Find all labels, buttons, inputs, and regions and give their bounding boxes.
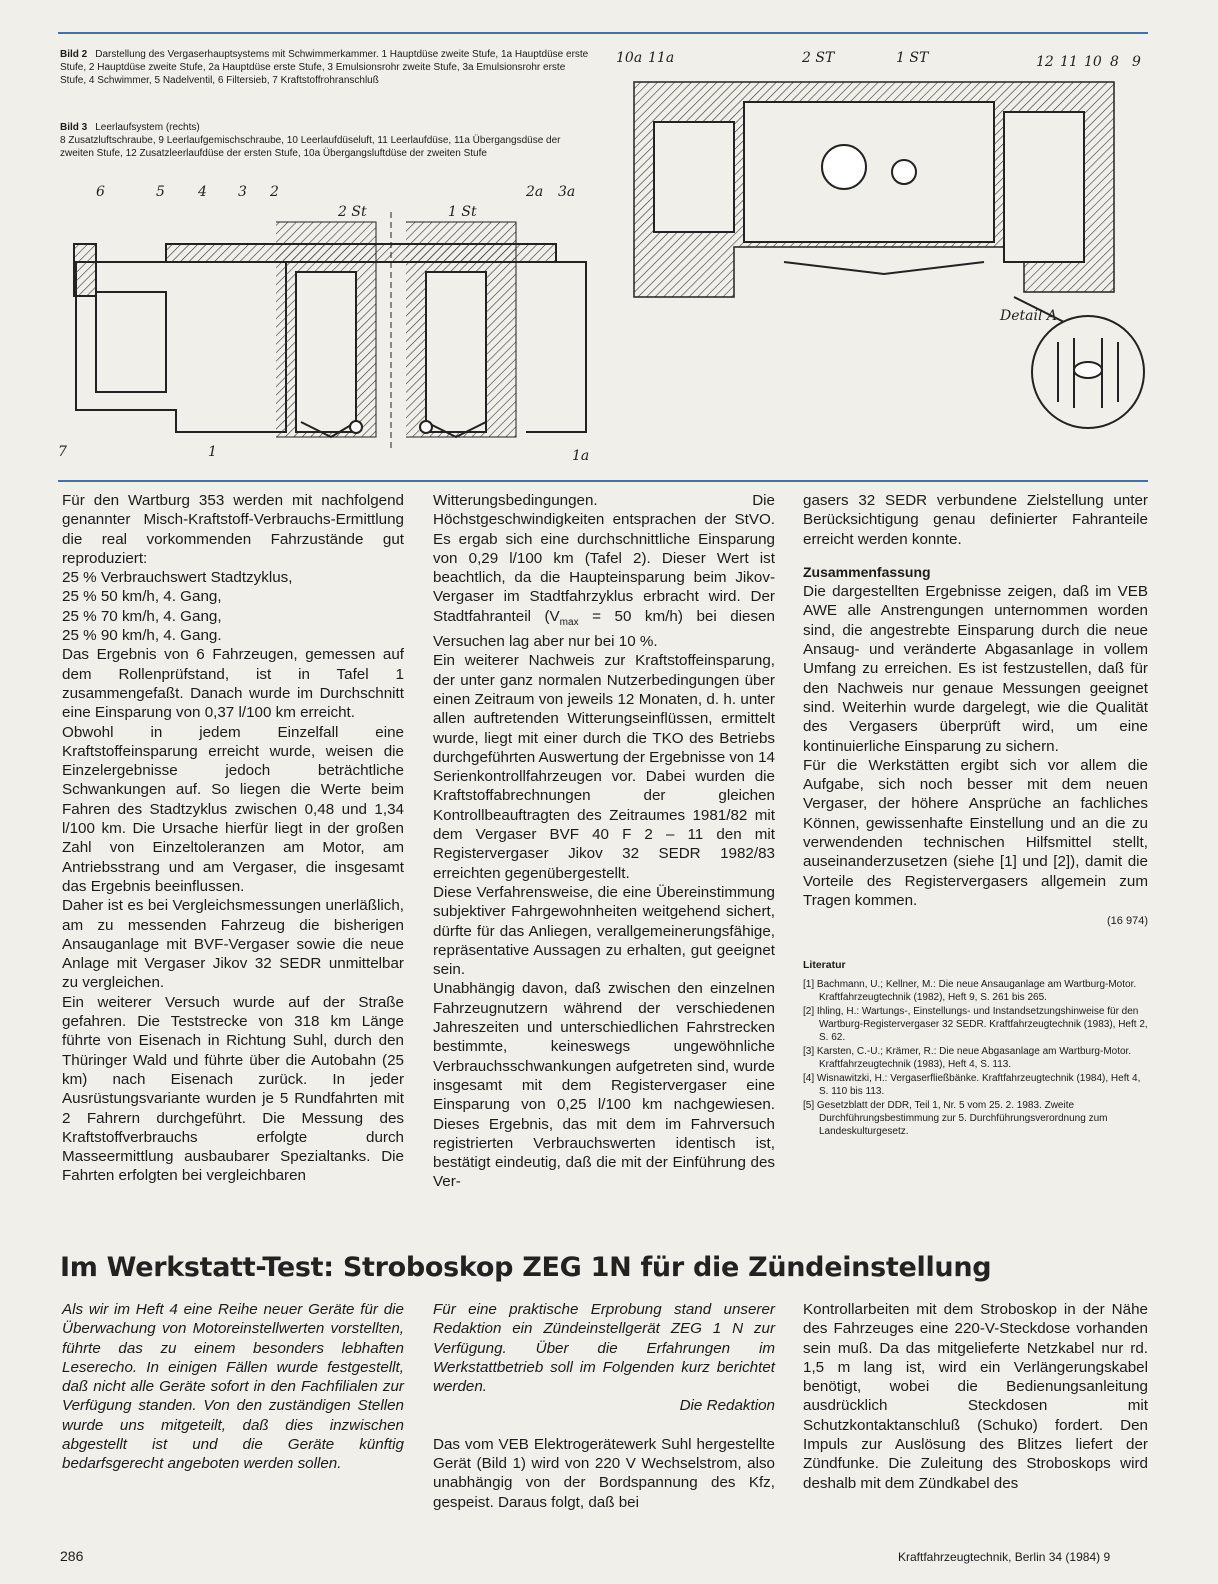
fig3-label: 11a	[648, 50, 675, 66]
literature-heading: Literatur	[803, 958, 846, 971]
fig3-label: 9	[1132, 54, 1141, 70]
paragraph	[433, 491, 775, 651]
fig2-label: 3	[238, 184, 247, 200]
caption-legend: 8 Zusatzluftschraube, 9 Leerlaufgemischschraube, 10 Leerlaufdüseluft, 11 Leerlaufdüse, 11a Übergangsdüse der zweiten Stufe, 12 Zusatzleerlaufdüse der ersten Stufe, 10a Übergangsluftdüse der zweiten Stufe	[60, 135, 561, 160]
paragraph: Unabhängig davon, daß zwischen den einzelnen Fahrzeugnutzern während der verschiedenen Jahreszeiten und unterschiedlichen Fahrstrecken bestimmte, keineswegs ungewöhnliche Verbrauchsschwankungen aufgetreten sind, wurde insgesamt mit dem Registervergaser eine Einsparung von 0,25 l/100 km nachgewiesen. Dieses Ergebnis, das mit dem im Fahrversuch registrierten Verbrauchswerten identisch ist, bestätigt eindeutig, daß die mit der Einführung des Ver-	[433, 980, 775, 1191]
figure-idle-system	[604, 42, 1152, 460]
fig3-label: 10	[1084, 54, 1102, 70]
fig3-label: 10a	[616, 50, 643, 66]
intro-column-2	[433, 1300, 775, 1512]
top-rule	[58, 32, 1148, 34]
signature-line	[433, 1396, 775, 1415]
paragraph: gasers 32 SEDR verbundene Zielstellung unter Berücksichtigung genau definierter Fahranteile erreicht werden konnte.	[803, 492, 1148, 548]
fig2-label: 2 St	[338, 204, 367, 220]
paragraph: Für die Werkstätten ergibt sich vor allem die Aufgabe, sich noch besser mit dem neuen Vergaser, der höhere Ansprüche an fachliches Können, gewissenhafte Einstellung und an die zu verwendenden technischen Hilfsmittel stellt, auseinanderzusetzen (siehe [1] und [2]), damit die Vorteile des Registervergasers allgemein zum Tragen kommen.	[803, 756, 1148, 909]
fig2-label: 2	[270, 184, 279, 200]
paragraph: Für den Wartburg 353 werden mit nachfolgend genannter Misch-Kraftstoff-Verbrauchs-Ermittlung die real vorkommenden Fahrzustände gut reproduziert:	[62, 492, 404, 567]
article-column-3b	[803, 1300, 1148, 1493]
subscript: max	[559, 616, 579, 628]
reference-item: [4] Wisnawitzki, H.: Vergaserfließbänke. Kraftfahrzeugtechnik (1984), Heft 4, S. 110 bis 113.	[803, 1072, 1141, 1097]
list-line: 25 % 90 km/h, 4. Gang.	[62, 627, 222, 645]
fig2-label: 3a	[558, 184, 576, 200]
fig2-label: 1 St	[448, 204, 477, 220]
article-column-2	[433, 491, 775, 1192]
summary-heading: Zusammenfassung	[803, 563, 931, 580]
page-number: 286	[60, 1548, 84, 1564]
literature-list	[803, 978, 1148, 1138]
text-run: = 50 km/h) bei diesen Versuchen lag aber nur bei 10 %.	[433, 607, 775, 651]
reference-item: [2] Ihling, H.: Wartungs-, Einstellungs- und Instandsetzungshinweise für den Wartburg-Registervergaser 32 SEDR. Kraftfahrzeugtechnik (1983), Heft 2, S. 62.	[803, 1005, 1148, 1043]
intro-paragraph: Als wir im Heft 4 eine Reihe neuer Geräte für die Überwachung von Motoreinstellwerten vorstellten, führte das zu einem besonders lebhaften Leserecho. In einigen Fällen wurde festgestellt, daß nicht alle Geräte sofort in den Fachfilialen zur Verfügung standen. Von den zuständigen Stellen wurde uns mitgeteilt, daß dies inzwischen abgestellt ist und die Geräte künftig bedarfsgerecht angeboten werden sollen.	[62, 1301, 404, 1473]
caption-bild-2	[60, 48, 590, 88]
section-rule	[58, 480, 1148, 482]
fig2-label: 1a	[572, 448, 590, 462]
signature: Die Redaktion	[679, 1397, 775, 1415]
paragraph: Obwohl in jedem Einzelfall eine Kraftstoffeinsparung erreicht wurde, weisen die Einzelergebnisse jedoch beträchtliche Schwankungen auf. So liegen die Werte beim Fahren des Stadtzyklus zwischen 0,48 und 1,34 l/100 km. Die Ursache hierfür liegt in der großen Zahl von Einzeltoleranzen am Motor, am Antriebsstrang und am Vergaser, die insgesamt das Ergebnis beeinflussen.	[62, 723, 404, 895]
fig2-label: 4	[198, 184, 207, 200]
paragraph: Ein weiterer Versuch wurde auf der Straße gefahren. Die Teststrecke von 318 km Länge führte von Eisenach in Richtung Suhl, durch den Thüringer Wald und führte über die Autobahn (25 km) nach Eisenach zurück. In jeder Ausrüstungsvariante wurden je 5 Rundfahrten mit 2 Fahrern durchgeführt. Die Messung des Kraftstoffverbrauchs erfolgte durch Masseermittlung ausbaubarer Spezialtanks. Die Fahrten erfolgten bei vergleichbaren	[62, 993, 404, 1185]
fig2-label: 5	[156, 184, 165, 200]
text-run: Witterungsbedingungen. Die Höchstgeschwindigkeiten entsprachen der StVO. Es ergab sich eine durchschnittliche Einsparung von 0,29 l/100 km (Tafel 2). Dieser Wert ist beachtlich, da die Haupteinsparung beim Jikov-Vergaser im Stadtfahrzyklus erbracht wird. Der Stadtfahranteil (V	[433, 492, 775, 625]
fig3-label: Detail A	[1000, 308, 1057, 324]
article-number: (16 974)	[1107, 915, 1148, 928]
paragraph: Kontrollarbeiten mit dem Stroboskop in der Nähe des Fahrzeuges eine 220-V-Steckdose vorhanden sein muß. Da das mitgelieferte Netzkabel nur rd. 1,5 m lang ist, wird ein Verlängerungskabel benötigt, wobei die Bedienungsanleitung ausdrücklich Steckdosen mit Schutzkontaktanschluß (Schuko) fordert. Den Impuls zur Auslösung des Blitzes liefert der Zündfunke. Die Zuleitung des Stroboskops wird deshalb mit dem Zündkabel des	[803, 1301, 1148, 1492]
fig2-label: 7	[58, 444, 67, 460]
figure-carburetor-main-system	[56, 182, 596, 462]
caption-bild-3	[60, 121, 590, 161]
reference-item: [1] Bachmann, U.; Kellner, M.: Die neue Ansauganlage am Wartburg-Motor. Kraftfahrzeugtechnik (1982), Heft 9, S. 261 bis 265.	[803, 978, 1137, 1003]
article-title: Im Werkstatt-Test: Stroboskop ZEG 1N für die Zündeinstellung	[60, 1252, 992, 1283]
fig2-label: 1	[208, 444, 217, 460]
reference-item: [3] Karsten, C.-U.; Krämer, R.: Die neue Abgasanlage am Wartburg-Motor. Kraftfahrzeugtechnik (1983), Heft 4, S. 113.	[803, 1045, 1132, 1070]
list-line: 25 % Verbrauchswert Stadtzyklus,	[62, 569, 293, 587]
fig3-label: 8	[1110, 54, 1119, 70]
intro-column-1	[62, 1300, 404, 1474]
article-column-3	[803, 491, 1148, 1139]
caption-label: Bild 2	[60, 49, 88, 60]
fig3-label: 2 ST	[802, 50, 835, 66]
fig3-label: 11	[1060, 54, 1078, 70]
paragraph: Diese Verfahrensweise, die eine Übereinstimmung subjektiver Fahrgewohnheiten weitgehend sichert, dürfte für das Anliegen, verallgemeinerungsfähige, repräsentative Aussagen zu erhalten, gut geeignet sein.	[433, 883, 775, 979]
fig3-label: 12	[1036, 54, 1054, 70]
paragraph: Die dargestellten Ergebnisse zeigen, daß im VEB AWE alle Anstrengungen unternommen worden sind, die angestrebte Einsparung durch die neue Ansaug- und veränderte Abgasanlage in vollem Umfang zu erreichen. Es ist festzustellen, daß für den Nachweis nur genaue Messungen geeignet sind. Weiterhin wurde dargelegt, wie die Qualität des Vergasers überprüft wird, um eine kontinuierliche Einsparung zu sichern.	[803, 583, 1148, 755]
paragraph: Ein weiterer Nachweis zur Kraftstoffeinsparung, der unter ganz normalen Nutzerbedingungen über einen Zeitraum von jeweils 12 Monaten, d. h. unter allen auftretenden Witterungseinflüssen, ermittelt wurde, liegt mit einer durch die TKO des Betriebs durchgeführten Auswertung der Ergebnisse von 14 Serienkontrollfahrzeugen vor. Dabei wurden die Kraftstoffabrechnungen der gleichen Kontrollbeauftragten des Zeitraumes 1981/82 mit dem Vergaser BVF 40 F 2 – 11 den mit Registervergaser Jikov 32 SEDR 1982/83 erreichten gegenübergestellt.	[433, 652, 775, 882]
intro-paragraph: Für eine praktische Erprobung stand unserer Redaktion ein Zündeinstellgerät ZEG 1 N zur Verfügung. Über die Erfahrungen im Werkstattbetrieb soll im Folgenden kurz berichtet werden.	[433, 1301, 775, 1396]
list-line: 25 % 50 km/h, 4. Gang,	[62, 588, 222, 606]
reference-item: [5] Gesetzblatt der DDR, Teil 1, Nr. 5 vom 25. 2. 1983. Zweite Durchführungsbestimmung zur 5. Durchführungsverordnung zum Landeskulturgesetz.	[803, 1099, 1108, 1137]
fig2-label: 2a	[526, 184, 544, 200]
article-column-1	[62, 491, 404, 1186]
list-line: 25 % 70 km/h, 4. Gang,	[62, 607, 222, 625]
caption-label: Bild 3	[60, 122, 88, 133]
journal-footer: Kraftfahrzeugtechnik, Berlin 34 (1984) 9	[898, 1550, 1111, 1564]
paragraph: Das vom VEB Elektrogerätewerk Suhl hergestellte Gerät (Bild 1) wird von 220 V Wechselstrom, also unabhängig von der Bordspannung des Kfz, gespeist. Daraus folgt, daß bei	[433, 1435, 775, 1511]
paragraph: Das Ergebnis von 6 Fahrzeugen, gemessen auf dem Rollenprüfstand, ist in Tafel 1 zusammengefaßt. Danach wurde im Durchschnitt eine Einsparung von 0,37 l/100 km erreicht.	[62, 646, 404, 722]
fig3-label: 1 ST	[896, 50, 929, 66]
fig2-label: 6	[96, 184, 105, 200]
caption-text: Darstellung des Vergaserhauptsystems mit Schwimmerkammer. 1 Hauptdüse zweite Stufe, 1a Hauptdüse erste Stufe, 2 Hauptdüse zweite Stufe, 2a Hauptdüse erste Stufe, 3 Emulsionsrohr zweite Stufe, 3a Emulsionsrohr erste Stufe, 4 Schwimmer, 5 Nadelventil, 6 Filtersieb, 7 Kraftstoffrohranschluß	[60, 49, 589, 87]
paragraph: Daher ist es bei Vergleichsmessungen unerläßlich, am zu messenden Fahrzeug die bisherigen Ansauganlage mit BVF-Vergaser sowie die neue Anlage mit Vergaser Jikov 32 SEDR unmittelbar zu vergleichen.	[62, 897, 404, 992]
caption-text: Leerlaufsystem (rechts)	[95, 122, 200, 133]
